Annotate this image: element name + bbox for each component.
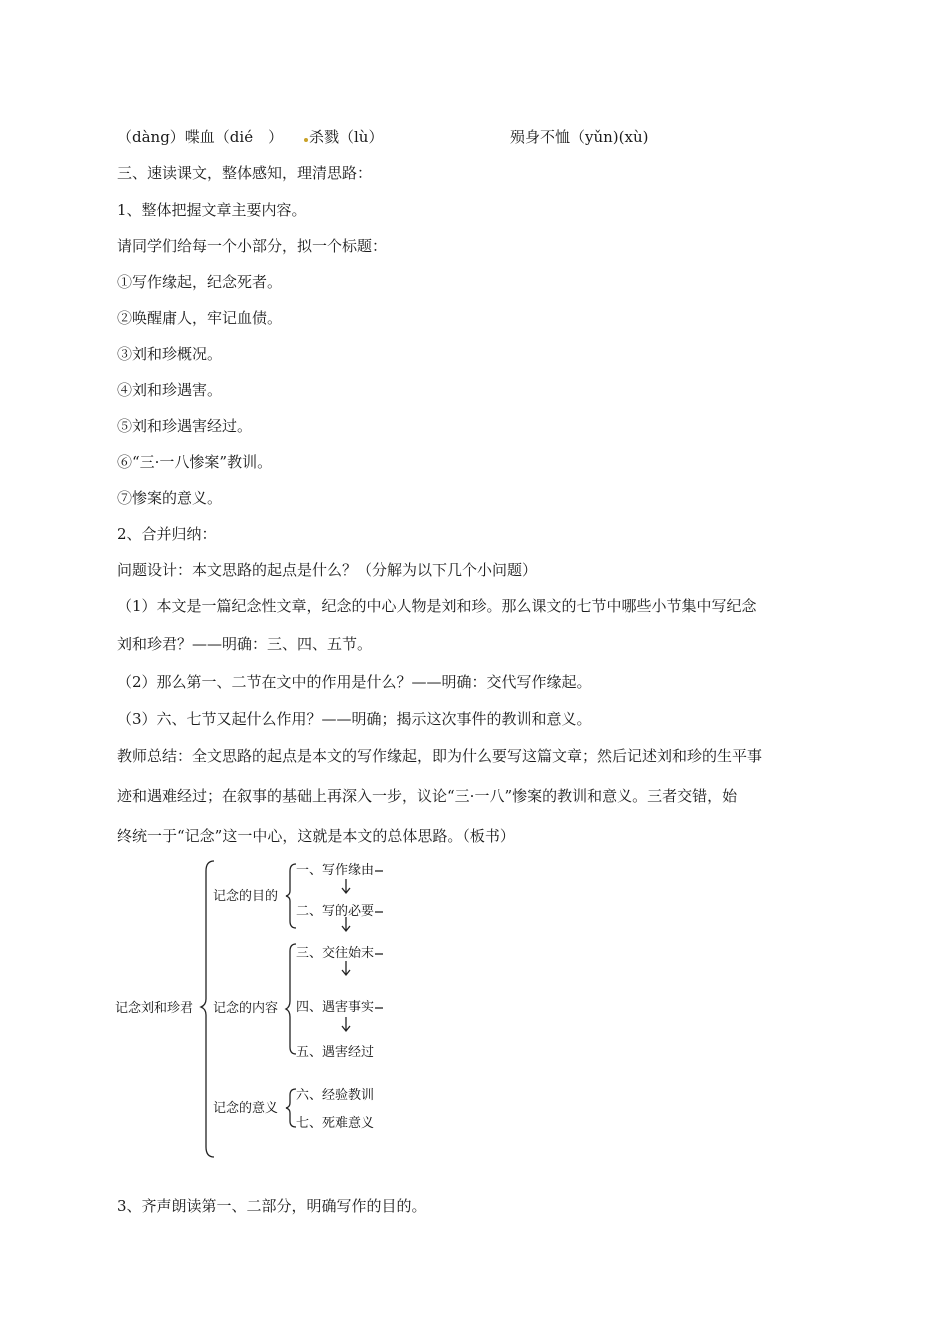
title-prompt: 请同学们给每一个小部分，拟一个标题： bbox=[117, 237, 388, 255]
item3-heading: 3、齐声朗读第一、二部分，明确写作的目的。 bbox=[117, 1197, 427, 1215]
diagram-purpose-item-1: 一、写作缘由 bbox=[296, 863, 375, 878]
content-bracket bbox=[286, 944, 296, 1054]
summary-line-2: 迹和遇难经过；在叙事的基础上再深入一步，议论“三·一八”惨案的教训和意义。三者交错，始 bbox=[117, 787, 738, 805]
question-1-line-2: 刘和珍君？——明确：三、四、五节。 bbox=[117, 635, 373, 653]
meaning-bracket bbox=[286, 1089, 296, 1127]
pinyin-yun-xu: 殒身不恤（yǔn)(xù) bbox=[510, 128, 649, 146]
section3-heading: 三、速读课文，整体感知，理清思路： bbox=[117, 164, 373, 182]
diagram-content-label: 记念的内容 bbox=[213, 1001, 279, 1016]
question-3: （3）六、七节又起什么作用？——明确；揭示这次事件的教训和意义。 bbox=[117, 710, 592, 728]
title-item-6: ⑥“三·一八惨案”教训。 bbox=[117, 453, 273, 471]
diagram-purpose-item-2: 二、写的必要 bbox=[296, 904, 375, 919]
arrow-down-1 bbox=[342, 879, 350, 893]
purpose-bracket bbox=[286, 864, 296, 928]
diagram-purpose-label: 记念的目的 bbox=[213, 889, 279, 904]
title-item-7: ⑦惨案的意义。 bbox=[117, 489, 223, 507]
question-1-line-1: （1）本文是一篇纪念性文章，纪念的中心人物是刘和珍。那么课文的七节中哪些小节集中写纪念 bbox=[117, 597, 757, 615]
summary-line-3: 终统一于“记念”这一中心，这就是本文的总体思路。（板书） bbox=[117, 827, 515, 845]
item2-heading: 2、合并归纳： bbox=[117, 525, 217, 543]
title-item-3: ③刘和珍概况。 bbox=[117, 345, 223, 363]
diagram-root: 记念刘和珍君 bbox=[115, 1001, 194, 1016]
diagram-content-item-1: 三、交往始末 bbox=[296, 946, 375, 961]
title-item-1: ①写作缘起，纪念死者。 bbox=[117, 273, 283, 291]
item1-heading: 1、整体把握文章主要内容。 bbox=[117, 201, 307, 219]
arrow-down-3 bbox=[342, 961, 350, 975]
board-diagram bbox=[110, 855, 410, 1165]
summary-line-1: 教师总结：全文思路的起点是本文的写作缘起，即为什么要写这篇文章；然后记述刘和珍的生平事 bbox=[117, 747, 763, 765]
arrow-down-4 bbox=[342, 1017, 350, 1031]
diagram-content-item-3: 五、遇害经过 bbox=[296, 1045, 375, 1060]
pinyin-lu bbox=[304, 127, 383, 147]
diagram-content-item-2: 四、遇害事实 bbox=[296, 1000, 375, 1015]
title-item-4: ④刘和珍遇害。 bbox=[117, 381, 223, 399]
diagram-meaning-item-2: 七、死难意义 bbox=[296, 1116, 375, 1131]
pinyin-dang-die: （dàng）喋血（dié ） bbox=[117, 128, 284, 146]
pinyin-lu-text: 杀戮（lù） bbox=[309, 128, 384, 146]
title-item-2: ②唤醒庸人，牢记血债。 bbox=[117, 309, 283, 327]
diagram-meaning-label: 记念的意义 bbox=[213, 1101, 279, 1116]
diagram-meaning-item-1: 六、经验教训 bbox=[296, 1088, 375, 1103]
question-design: 问题设计：本文思路的起点是什么？（分解为以下几个小问题） bbox=[117, 561, 538, 579]
title-item-5: ⑤刘和珍遇害经过。 bbox=[117, 417, 253, 435]
question-2: （2）那么第一、二节在文中的作用是什么？——明确：交代写作缘起。 bbox=[117, 673, 592, 691]
marker-dot bbox=[304, 138, 308, 142]
